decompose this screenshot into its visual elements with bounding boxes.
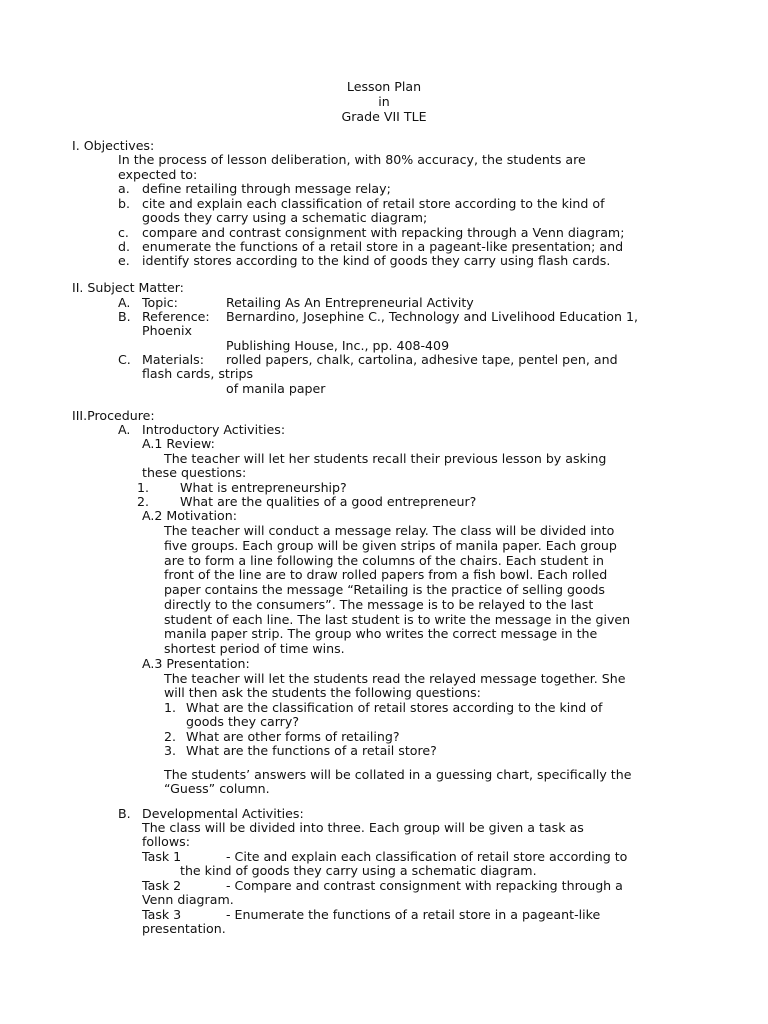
subject-matter-heading: II. Subject Matter:: [72, 280, 184, 295]
review-q2-marker: 2.: [137, 494, 150, 509]
objective-b-text: cite and explain each classification of retail store according to the kind of: [142, 196, 605, 211]
objectives-intro: In the process of lesson deliberation, with 80% accuracy, the students are: [118, 152, 586, 167]
motivation-line: The teacher will conduct a message relay. The class will be divided into: [164, 523, 615, 538]
objective-b-marker: b.: [118, 196, 130, 211]
objective-a-text: define retailing through message relay;: [142, 181, 391, 196]
materials-marker: C.: [118, 352, 131, 367]
presentation-q1-text: What are the classification of retail stores according to the kind of: [186, 700, 603, 715]
presentation-q3-text: What are the functions of a retail store?: [186, 743, 437, 758]
motivation-line: manila paper strip. The group who writes the correct message in the: [164, 626, 598, 641]
objective-d-text: enumerate the functions of a retail store in a pageant-like presentation; and: [142, 239, 624, 254]
objective-e-marker: e.: [118, 253, 130, 268]
objective-e-text: identify stores according to the kind of goods they carry using flash cards.: [142, 253, 611, 268]
presentation-q3-marker: 3.: [164, 743, 177, 758]
developmental-line-1: The class will be divided into three. Each group will be given a task as: [142, 820, 584, 835]
title-line-3: Grade VII TLE: [341, 109, 427, 124]
reference-cont-2: Publishing House, Inc., pp. 408-409: [226, 338, 450, 353]
procedure-heading: III.Procedure:: [72, 408, 155, 423]
review-line-2: these questions:: [142, 465, 247, 480]
reference-label: Reference:: [142, 309, 210, 324]
presentation-q1-cont: goods they carry?: [186, 714, 299, 729]
reference-value: Bernardino, Josephine C., Technology and Livelihood Education 1,: [226, 309, 638, 324]
developmental-label: Developmental Activities:: [142, 806, 304, 821]
motivation-line: student of each line. The last student is to write the message in the given: [164, 612, 631, 627]
task-2-cont: Venn diagram.: [142, 892, 234, 907]
reference-cont-1: Phoenix: [142, 323, 192, 338]
motivation-line: five groups. Each group will be given strips of manila paper. Each group: [164, 538, 617, 553]
presentation-heading: A.3 Presentation:: [142, 656, 250, 671]
objectives-heading: I. Objectives:: [72, 138, 155, 153]
materials-cont-2: of manila paper: [226, 381, 326, 396]
title-line-1: Lesson Plan: [346, 79, 422, 94]
topic-value: Retailing As An Entrepreneurial Activity: [226, 295, 474, 310]
motivation-line: are to form a line following the columns of the chairs. Each student in: [164, 553, 604, 568]
motivation-heading: A.2 Motivation:: [142, 508, 237, 523]
objective-d-marker: d.: [118, 239, 130, 254]
review-q1-text: What is entrepreneurship?: [180, 480, 347, 495]
review-q2-text: What are the qualities of a good entrepreneur?: [180, 494, 477, 509]
motivation-line: directly to the consumers”. The message is to be relayed to the last: [164, 597, 594, 612]
developmental-line-2: follows:: [142, 834, 190, 849]
presentation-q1-marker: 1.: [164, 700, 177, 715]
presentation-note-2: “Guess” column.: [164, 781, 270, 796]
developmental-marker: B.: [118, 806, 131, 821]
introductory-marker: A.: [118, 422, 131, 437]
review-q1-marker: 1.: [137, 480, 150, 495]
motivation-line: paper contains the message “Retailing is the practice of selling goods: [164, 582, 605, 597]
objective-c-text: compare and contrast consignment with repacking through a Venn diagram;: [142, 225, 625, 240]
task-1-label: Task 1: [142, 849, 182, 864]
task-3-label: Task 3: [142, 907, 182, 922]
review-heading: A.1 Review:: [142, 436, 215, 451]
reference-marker: B.: [118, 309, 131, 324]
presentation-line-2: will then ask the students the following questions:: [164, 685, 481, 700]
presentation-note-1: The students’ answers will be collated in a guessing chart, specifically the: [164, 767, 632, 782]
task-1-text: - Cite and explain each classification of retail store according to: [226, 849, 628, 864]
objectives-intro-cont: expected to:: [118, 167, 198, 182]
materials-cont-1: flash cards, strips: [142, 366, 254, 381]
objective-b-cont: goods they carry using a schematic diagram;: [142, 210, 428, 225]
topic-marker: A.: [118, 295, 131, 310]
task-3-cont: presentation.: [142, 921, 226, 936]
task-3-text: - Enumerate the functions of a retail store in a pageant-like: [226, 907, 601, 922]
presentation-line-1: The teacher will let the students read the relayed message together. She: [164, 671, 626, 686]
presentation-q2-marker: 2.: [164, 729, 177, 744]
presentation-q2-text: What are other forms of retailing?: [186, 729, 400, 744]
topic-label: Topic:: [142, 295, 178, 310]
review-line-1: The teacher will let her students recall their previous lesson by asking: [164, 451, 607, 466]
objective-a-marker: a.: [118, 181, 130, 196]
task-2-text: - Compare and contrast consignment with repacking through a: [226, 878, 623, 893]
introductory-label: Introductory Activities:: [142, 422, 286, 437]
title-line-2: in: [378, 94, 390, 109]
materials-value: rolled papers, chalk, cartolina, adhesive tape, pentel pen, and: [226, 352, 618, 367]
objective-c-marker: c.: [118, 225, 129, 240]
motivation-line: front of the line are to draw rolled papers from a fish bowl. Each rolled: [164, 567, 608, 582]
materials-label: Materials:: [142, 352, 204, 367]
task-2-label: Task 2: [142, 878, 182, 893]
task-1-cont: the kind of goods they carry using a schematic diagram.: [180, 863, 537, 878]
motivation-line: shortest period of time wins.: [164, 641, 345, 656]
